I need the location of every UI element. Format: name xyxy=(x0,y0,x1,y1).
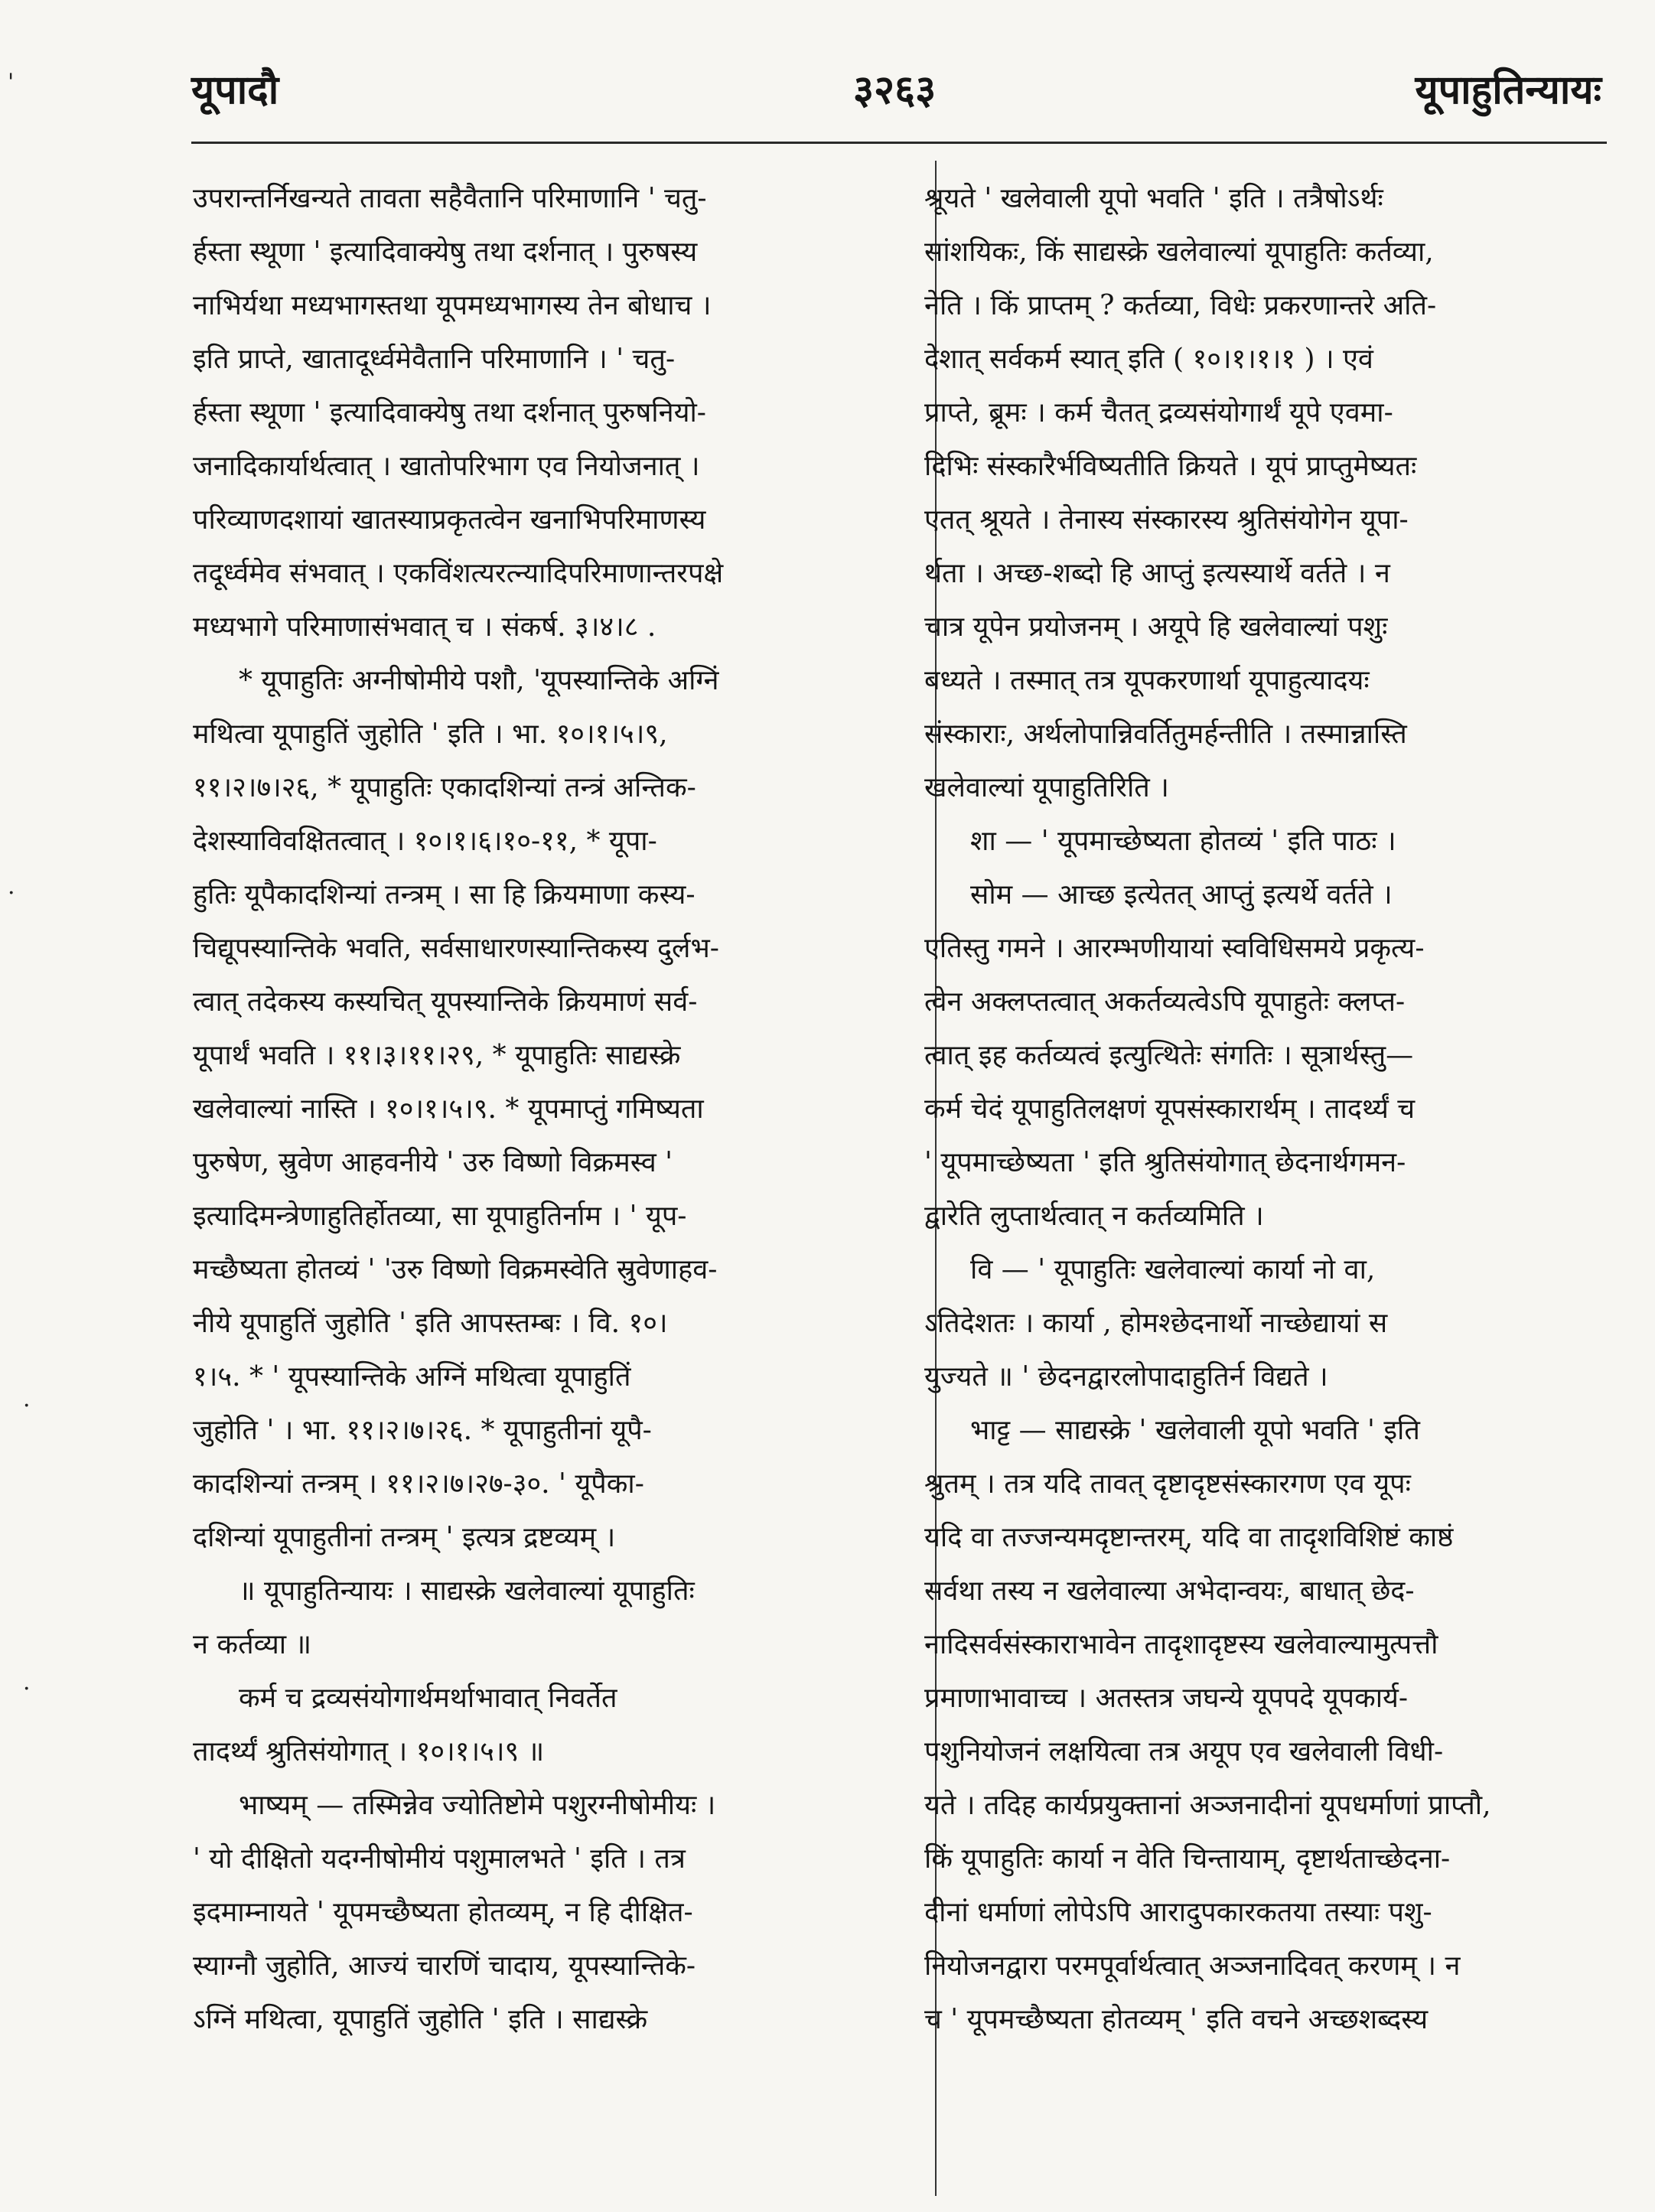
text-line: पुरुषेण, स्रुवेण आहवनीये ' उरु विष्णो विक्रमस्व ' xyxy=(193,1147,673,1178)
text-line: नियोजनद्वारा परमपूर्वार्थत्वात् अञ्जनादिवत् करणम् । न xyxy=(924,1950,1461,1982)
text-line: एतत् श्रूयते । तेनास्य संस्कारस्य श्रुतिसंयोगेन यूपा- xyxy=(924,504,1409,536)
text-line: नेति । किं प्राप्तम् ? कर्तव्या, विधेः प्रकरणान्तरे अति- xyxy=(924,290,1437,321)
text-line: बध्यते । तस्मात् तत्र यूपकरणार्था यूपाहुत्यादयः xyxy=(924,665,1370,696)
text-line: दशिन्यां यूपाहुतीनां तन्त्रम् ' इत्यत्र द्रष्टव्यम् । xyxy=(193,1522,616,1553)
text-line: देशस्याविवक्षितत्वात् । १०।१।६।१०-११, * यूपा- xyxy=(193,826,657,857)
text-line: ऽतिदेशतः । कार्या , होमश्छेदनार्थो नाच्छेद्यायां स xyxy=(924,1308,1388,1339)
text-line: जुहोति ' । भा. ११।२।७।२६. * यूपाहुतीनां यूपै- xyxy=(193,1415,652,1446)
text-line: र्हस्ता स्थूणा ' इत्यादिवाक्येषु तथा दर्शनात् । पुरुषस्य xyxy=(193,236,698,268)
margin-mark: · xyxy=(23,1393,31,1419)
text-line: नाभिर्यथा मध्यभागस्तथा यूपमध्यभागस्य तेन बोधाच । xyxy=(193,290,712,321)
text-line: खलेवाल्यां यूपाहुतिरिति । xyxy=(924,772,1169,803)
text-line: जनादिकार्यार्थत्वात् । खातोपरिभाग एव नियोजनात् । xyxy=(193,451,700,482)
text-line: ' यो दीक्षितो यदग्नीषोमीयं पशुमालभते ' इति । तत्र xyxy=(193,1843,686,1875)
text-line: भाट्ट — साद्यस्क्रे ' खलेवाली यूपो भवति ' इति xyxy=(970,1415,1420,1446)
text-line: कर्म चेदं यूपाहुतिलक्षणं यूपसंस्कारार्थम् । तादर्थ्यं च xyxy=(924,1093,1416,1125)
text-line: श्रुतम् । तत्र यदि तावत् दृष्टादृष्टसंस्कारगण एव यूपः xyxy=(924,1468,1411,1500)
header-left-catchword: यूपादौ xyxy=(191,67,279,113)
text-line: ' यूपमाच्छेष्यता ' इति श्रुतिसंयोगात् छेदनार्थगमन- xyxy=(924,1147,1406,1178)
text-line: सर्वथा तस्य न खलेवाल्या अभेदान्वयः, बाधात् छेद- xyxy=(924,1575,1415,1607)
text-line: संस्काराः, अर्थलोपान्निवर्तितुमर्हन्तीति । तस्मान्नास्ति xyxy=(924,718,1407,750)
text-line: शा — ' यूपमाच्छेष्यता होतव्यं ' इति पाठः । xyxy=(970,826,1396,857)
text-line: यूपार्थं भवति । ११।३।११।२९, * यूपाहुतिः साद्यस्क्रे xyxy=(193,1040,681,1071)
text-line: प्राप्ते, ब्रूमः । कर्म चैतत् द्रव्यसंयोगार्थं यूपे एवमा- xyxy=(924,397,1393,428)
text-line: ऽग्निं मथित्वा, यूपाहुतिं जुहोति ' इति । साद्यस्क्रे xyxy=(193,2004,648,2035)
text-line: चिद्यूपस्यान्तिके भवति, सर्वसाधारणस्यान्तिकस्य दुर्लभ- xyxy=(193,933,719,964)
text-line: दीनां धर्माणां लोपेऽपि आरादुपकारकतया तस्याः पशु- xyxy=(924,1897,1432,1928)
text-line: चात्र यूपेन प्रयोजनम् । अयूपे हि खलेवाल्यां पशुः xyxy=(924,611,1388,643)
text-line: भाष्यम् — तस्मिन्नेव ज्योतिष्टोमे पशुरग्नीषोमीयः । xyxy=(239,1790,716,1821)
text-line: र्हस्ता स्थूणा ' इत्यादिवाक्येषु तथा दर्शनात् पुरुषनियो- xyxy=(193,397,706,428)
text-line: सांशयिकः, किं साद्यस्क्रे खलेवाल्यां यूपाहुतिः कर्तव्या, xyxy=(924,236,1434,268)
text-line: परिव्याणदशायां खातस्याप्रकृतत्वेन खनाभिपरिमाणस्य xyxy=(193,504,706,536)
margin-mark: · xyxy=(23,1676,31,1702)
left-column xyxy=(193,172,881,2047)
text-line: इति प्राप्ते, खातादूर्ध्वमेवैतानि परिमाणानि । ' चतु- xyxy=(193,344,676,375)
header-rule xyxy=(191,142,1607,144)
text-line: न कर्तव्या ॥ xyxy=(193,1629,312,1660)
text-line: ११।२।७।२६, * यूपाहुतिः एकादशिन्यां तन्त्रं अन्तिक- xyxy=(193,772,696,803)
text-line: कर्म च द्रव्यसंयोगार्थमर्थाभावात् निवर्तेत xyxy=(239,1683,617,1714)
text-line: स्याग्नौ जुहोति, आज्यं चारणिं चादाय, यूपस्यान्तिके- xyxy=(193,1950,696,1982)
text-line: नीये यूपाहुतिं जुहोति ' इति आपस्तम्बः । वि. १०। xyxy=(193,1308,668,1339)
text-line: तदूर्ध्वमेव संभवात् । एकविंशत्यरत्न्यादिपरिमाणान्तरपक्षे xyxy=(193,558,724,589)
text-line: त्वेन अक्लप्तत्वात् अकर्तव्यत्वेऽपि यूपाहुतेः क्लप्त- xyxy=(924,986,1406,1018)
text-line: नादिसर्वसंस्काराभावेन तादृशादृष्टस्य खलेवाल्यामुत्पत्तौ xyxy=(924,1629,1438,1660)
text-line: एतिस्तु गमने । आरम्भणीयायां स्वविधिसमये प्रकृत्य- xyxy=(924,933,1425,964)
text-line: किं यूपाहुतिः कार्या न वेति चिन्तायाम्, दृष्टार्थताच्छेदना- xyxy=(924,1843,1451,1875)
text-line: श्रूयते ' खलेवाली यूपो भवति ' इति । तत्रैषोऽर्थः xyxy=(924,183,1383,214)
text-line: इदमाम्नायते ' यूपमच्छैष्यता होतव्यम्, न हि दीक्षित- xyxy=(193,1897,693,1928)
text-line: दिभिः संस्कारैर्भविष्यतीति क्रियते । यूपं प्राप्तुमेष्यतः xyxy=(924,451,1417,482)
right-column xyxy=(924,172,1607,2047)
text-line: ॥ यूपाहुतिन्यायः । साद्यस्क्रे खलेवाल्यां यूपाहुतिः xyxy=(239,1575,695,1607)
text-line: सोम — आच्छ इत्येतत् आप्तुं इत्यर्थे वर्तते । xyxy=(970,879,1393,911)
header-right-catchword: यूपाहुतिन्यायः xyxy=(1415,67,1601,113)
text-line: मच्छैष्यता होतव्यं ' 'उरु विष्णो विक्रमस्वेति स्रुवेणाहव- xyxy=(193,1254,718,1285)
text-line: मध्यभागे परिमाणासंभवात् च । संकर्ष. ३।४।८ . xyxy=(193,611,656,643)
text-line: कादशिन्यां तन्त्रम् । ११।२।७।२७-३०. ' यूपैका- xyxy=(193,1468,644,1500)
text-line: च ' यूपमच्छैष्यता होतव्यम् ' इति वचने अच्छशब्दस्य xyxy=(924,2004,1429,2035)
text-line: हुतिः यूपैकादशिन्यां तन्त्रम् । सा हि क्रियमाणा कस्य- xyxy=(193,879,696,911)
text-line: मथित्वा यूपाहुतिं जुहोति ' इति । भा. १०।१।५।९, xyxy=(193,718,668,750)
text-line: प्रमाणाभावाच्च । अतस्तत्र जघन्ये यूपपदे यूपकार्य- xyxy=(924,1683,1409,1714)
text-line: * यूपाहुतिः अग्नीषोमीये पशौ, 'यूपस्यान्तिके अग्निं xyxy=(239,665,719,696)
page-number: ३२६३ xyxy=(853,67,937,113)
margin-mark: ' xyxy=(8,69,15,96)
text-line: देशात् सर्वकर्म स्यात् इति ( १०।१।१।१ ) । एवं xyxy=(924,344,1373,375)
text-line: इत्यादिमन्त्रेणाहुतिर्होतव्या, सा यूपाहुतिर्नाम । ' यूप- xyxy=(193,1200,687,1232)
text-line: उपरान्तर्निखन्यते तावता सहैवैतानि परिमाणानि ' चतु- xyxy=(193,183,707,214)
text-line: वि — ' यूपाहुतिः खलेवाल्यां कार्या नो वा, xyxy=(970,1254,1376,1285)
text-line: द्वारेति लुप्तार्थत्वात् न कर्तव्यमिति । xyxy=(924,1200,1264,1232)
text-line: तादर्थ्यं श्रुतिसंयोगात् । १०।१।५।९ ॥ xyxy=(193,1736,545,1767)
text-line: खलेवाल्यां नास्ति । १०।१।५।९. * यूपमाप्तुं गमिष्यता xyxy=(193,1093,704,1125)
text-line: पशुनियोजनं लक्षयित्वा तत्र अयूप एव खलेवाली विधी- xyxy=(924,1736,1444,1767)
text-line: र्थता । अच्छ-शब्दो हि आप्तुं इत्यस्यार्थे वर्तते । न xyxy=(924,558,1390,589)
text-line: युज्यते ॥ ' छेदनद्वारलोपादाहुतिर्न विद्यते । xyxy=(924,1361,1328,1393)
text-line: त्वात् इह कर्तव्यत्वं इत्युत्थितेः संगतिः । सूत्रार्थस्तु— xyxy=(924,1040,1414,1071)
text-line: यते । तदिह कार्यप्रयुक्तानां अञ्जनादीनां यूपधर्माणां प्राप्तौ, xyxy=(924,1790,1491,1821)
text-line: यदि वा तज्जन्यमदृष्टान्तरम्, यदि वा तादृशविशिष्टं काष्ठं xyxy=(924,1522,1454,1553)
margin-mark: · xyxy=(8,880,15,907)
text-line: १।५. * ' यूपस्यान्तिके अग्निं मथित्वा यूपाहुतिं xyxy=(193,1361,631,1393)
text-line: त्वात् तदेकस्य कस्यचित् यूपस्यान्तिके क्रियमाणं सर्व- xyxy=(193,986,698,1018)
